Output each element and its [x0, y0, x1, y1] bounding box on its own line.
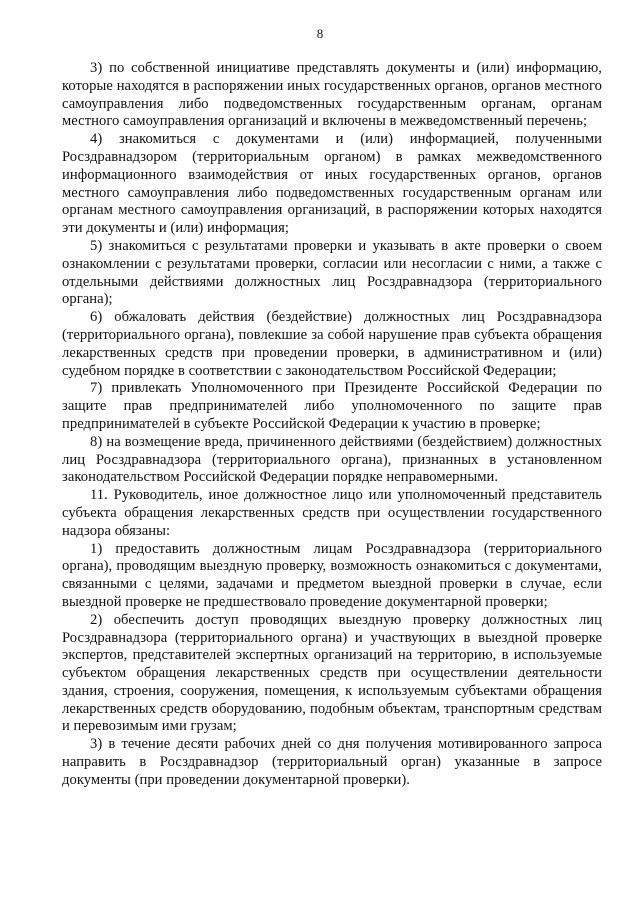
paragraph-duty-3: 3) в течение десяти рабочих дней со дня получения мотивированного запроса направить в Росздравнадзор (территориальный орган) указанные в запросе документы (при проведении документарной проверки). [62, 736, 602, 788]
paragraph-item-3: 3) по собственной инициативе представлять документы и (или) информацию, которые находятся в распоряжении иных государственных органов, органов местного самоуправления либо подведомственных государственным органам, органам местного самоуправления организаций и включены в межведомственный перечень; [62, 60, 602, 130]
paragraph-duty-2: 2) обеспечить доступ проводящих выездную проверку должностных лиц Росздравнадзора (территориального органа) и участвующих в выездной проверке экспертов, представителей экспертных организаций на территорию, в используемые субъектом обращения лекарственных средств при осуществлении деятельности здания, строения, сооружения, помещения, к используемым субъектами обращения лекарственных средств оборудованию, подобным объектам, транспортным средствам и перевозимым ими грузам; [62, 611, 602, 735]
paragraph-item-6: 6) обжаловать действия (бездействие) должностных лиц Росздравнадзора (территориального органа), повлекшие за собой нарушение прав субъекта обращения лекарственных средств при проведении проверки, в административном и (или) судебном порядке в соответствии с законодательством Российской Федерации; [62, 309, 602, 379]
paragraph-item-5: 5) знакомиться с результатами проверки и указывать в акте проверки о своем ознакомлении с результатами проверки, согласии или несогласии с ними, а также с отдельными действиями должностных лиц Росздравнадзора (территориального органа); [62, 237, 602, 308]
paragraph-duty-1: 1) предоставить должностным лицам Росздравнадзора (территориального органа), проводящим выездную проверку, возможность ознакомиться с документами, связанными с целями, задачами и предметом выездной проверки в случае, если выездной проверке не предшествовало проведение документарной проверки; [62, 540, 602, 610]
paragraph-item-4: 4) знакомиться с документами и (или) информацией, полученными Росздравнадзором (территориальным органом) в рамках межведомственного информационного взаимодействия от иных государственных органов, органов местного самоуправления либо подведомственных государственным органам или органам местного самоуправления организаций, в распоряжении которых находятся эти документы и (или) информация; [62, 131, 602, 237]
paragraph-item-8: 8) на возмещение вреда, причиненного действиями (бездействием) должностных лиц Росздравнадзора (территориального органа), признанных в установленном законодательством Российской Федерации порядке неправомерными. [62, 433, 602, 486]
document-body [62, 60, 602, 790]
page-number: 8 [316, 26, 324, 41]
paragraph-item-7: 7) привлекать Уполномоченного при Президенте Российской Федерации по защите прав предпринимателей либо уполномоченного по защите прав предпринимателей в субъекте Российской Федерации к участию в проверке; [62, 380, 602, 432]
paragraph-section-11: 11. Руководитель, иное должностное лицо или уполномоченный представитель субъекта обращения лекарственных средств при осуществлении государственного надзора обязаны: [62, 487, 602, 539]
